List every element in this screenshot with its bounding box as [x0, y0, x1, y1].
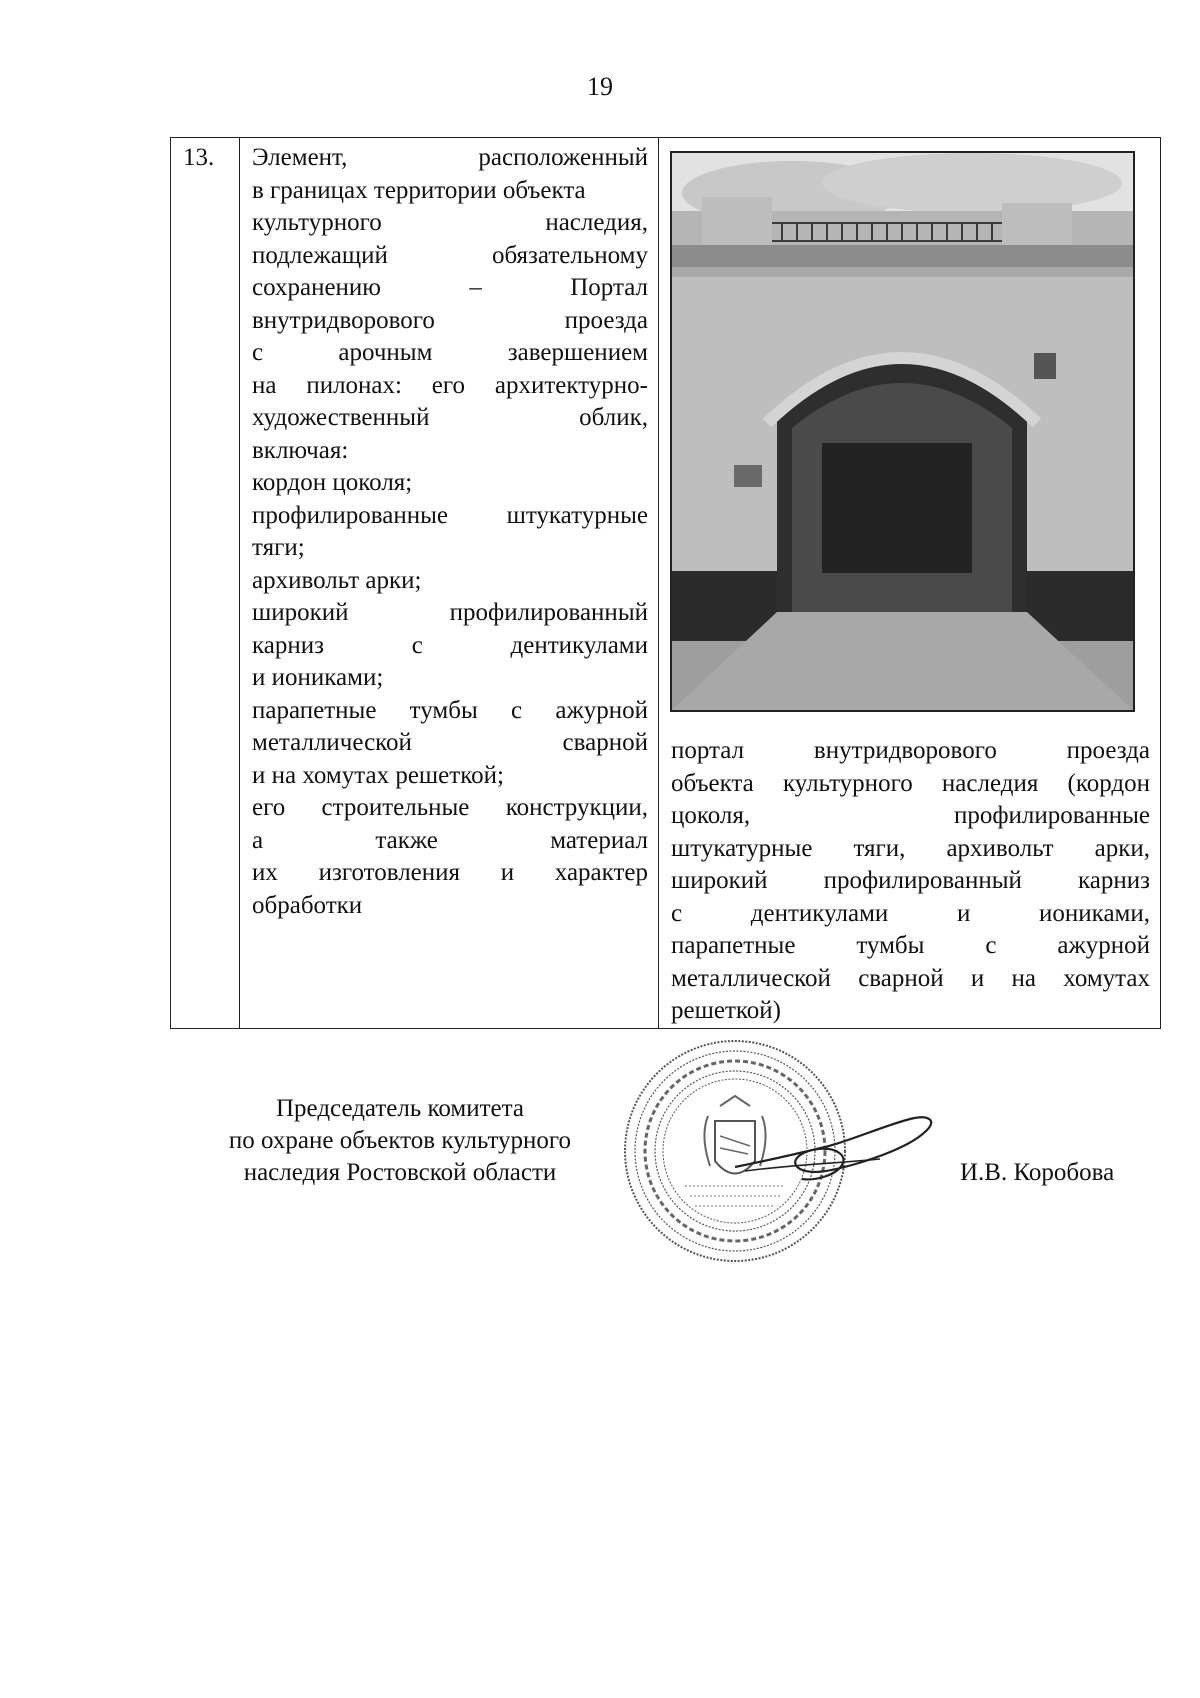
description-line: карниз с дентикулами — [252, 631, 648, 659]
description-line: культурного наследия, — [252, 209, 648, 236]
description-line: и иониками; — [252, 664, 384, 691]
description-line: их изготовления и характер — [252, 859, 648, 886]
description-line: внутридворового проезда — [252, 306, 648, 334]
description-line: тяги; — [252, 534, 305, 561]
row-number-cell — [171, 138, 240, 1029]
caption-line: парапетные тумбы с ажурной — [671, 932, 1150, 959]
description-line: широкий профилированный — [252, 599, 648, 626]
heritage-element-table — [170, 137, 1161, 1029]
description-line: парапетные тумбы с ажурной — [252, 696, 648, 724]
caption-line: широкий профилированный карниз — [671, 867, 1150, 894]
element-description — [240, 138, 658, 922]
signer-title-line: наследия Ростовской области — [243, 1159, 557, 1186]
description-line: подлежащий обязательному — [252, 241, 648, 269]
handwritten-signature — [730, 1105, 940, 1195]
description-cell — [240, 138, 659, 1029]
description-line: металлической сварной — [252, 729, 648, 756]
table-row — [171, 138, 1161, 1029]
description-line: в границах территории объекта — [252, 176, 586, 204]
caption-line: объекта культурного наследия (кордон — [671, 769, 1150, 797]
description-line: включая: — [252, 436, 349, 464]
signer-name: И.В. Коробова — [960, 1159, 1115, 1186]
description-line: сохранению – Портал — [252, 274, 648, 301]
portal-photo — [670, 151, 1135, 712]
description-line: на пилонах: его архитектурно- — [252, 371, 648, 399]
caption-line: портал внутридворового проезда — [671, 737, 1150, 764]
description-line: а также материал — [252, 826, 648, 854]
caption-line: металлической сварной и на хомутах — [671, 964, 1150, 992]
photo-caption — [659, 712, 1160, 1028]
description-line: кордон цоколя; — [252, 469, 413, 496]
signer-title — [190, 1093, 610, 1189]
description-line: обработки — [252, 891, 363, 919]
caption-line: цоколя, профилированные — [671, 802, 1150, 829]
photo-cell — [659, 138, 1161, 1029]
page-number: 19 — [587, 72, 613, 101]
caption-line: с дентикулами и иониками, — [671, 899, 1150, 927]
description-line: Элемент, расположенный — [252, 144, 648, 171]
description-line: профилированные штукатурные — [252, 501, 648, 529]
description-line: архивольт арки; — [252, 566, 422, 594]
caption-line: решеткой) — [671, 997, 781, 1024]
portal-photo-image — [672, 153, 1133, 710]
description-line: его строительные конструкции, — [252, 794, 648, 821]
description-line: и на хомутах решеткой; — [252, 761, 504, 789]
description-line: художественный облик, — [252, 404, 648, 431]
caption-line: штукатурные тяги, архивольт арки, — [671, 834, 1150, 862]
row-number: 13. — [183, 144, 215, 171]
description-line: с арочным завершением — [252, 339, 648, 366]
signer-title-line: по охране объектов культурного — [228, 1127, 572, 1154]
signer-title-line: Председатель комитета — [276, 1095, 524, 1122]
